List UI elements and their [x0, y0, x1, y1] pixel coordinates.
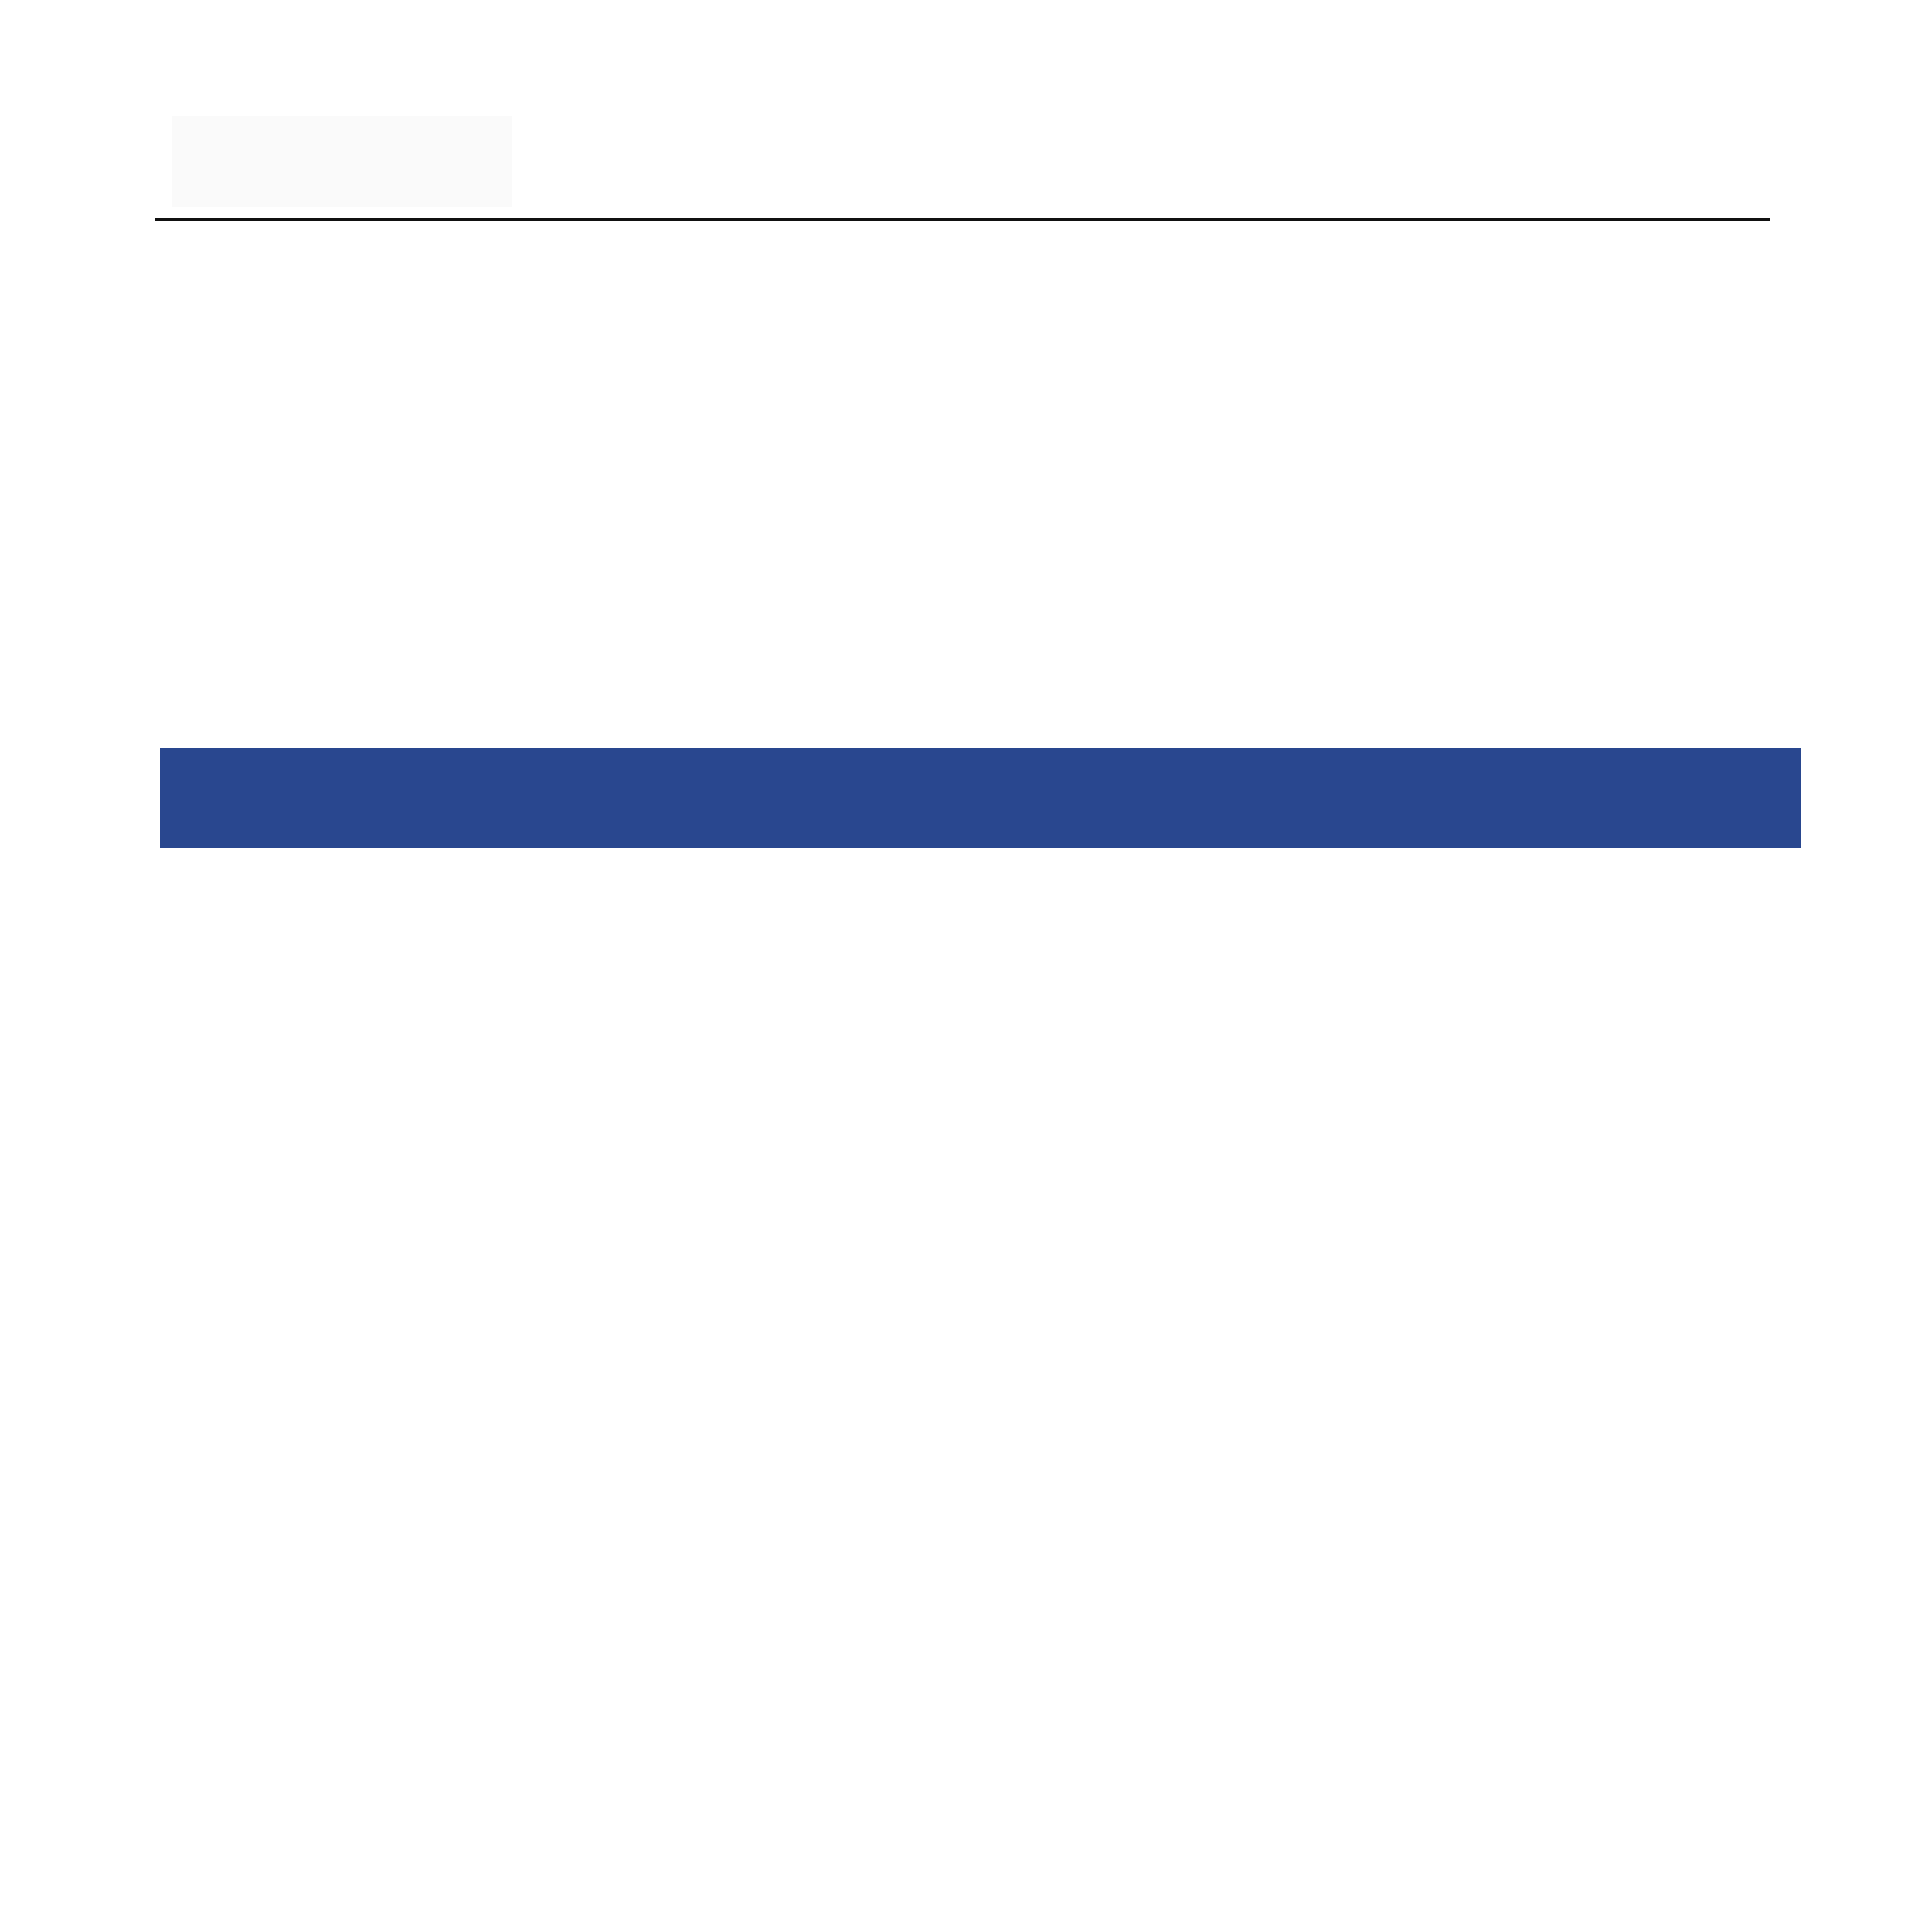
company-logo	[172, 116, 512, 207]
header-divider	[155, 218, 1770, 221]
section-banner	[160, 748, 1801, 848]
